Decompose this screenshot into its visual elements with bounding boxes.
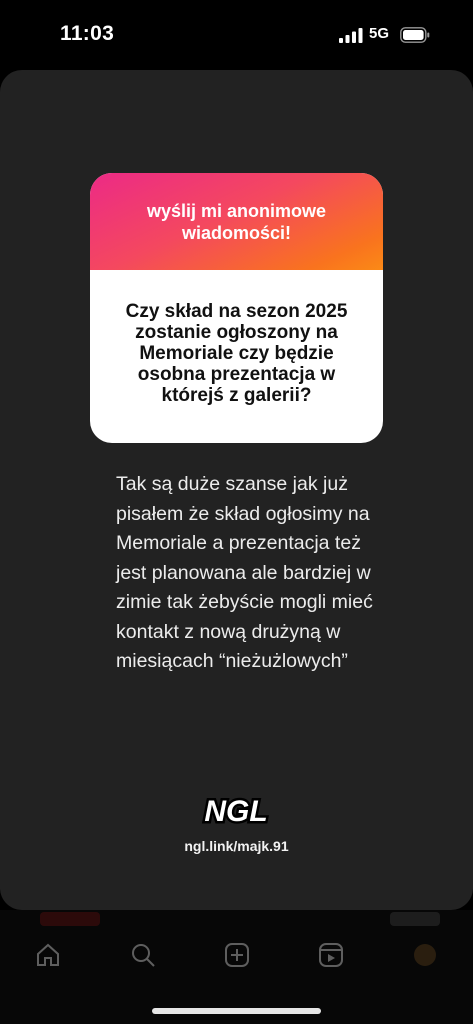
story-sheet[interactable]	[0, 70, 473, 910]
card-header-text: wyślij mi anonimowe wiadomości!	[146, 200, 327, 243]
background-peek	[390, 912, 440, 926]
ngl-link[interactable]: ngl.link/majk.91	[184, 838, 289, 854]
question-text: Czy skład na sezon 2025 zostanie ogłoszony na Memoriale czy będzie osobna prezentacja w którejś z galerii?	[125, 301, 348, 406]
signal-icon	[339, 28, 363, 43]
create-icon	[224, 942, 250, 968]
home-icon	[35, 942, 61, 968]
battery-icon	[400, 27, 430, 43]
home-indicator[interactable]	[152, 1008, 321, 1014]
ngl-question-card	[90, 173, 383, 443]
svg-text:NGL: NGL	[204, 795, 268, 828]
reply-text: Tak są duże szanse jak już pisałem że skład ogłosimy na Memoriale a prezentacja też jest planowana ale bardziej w zimie tak żebyście mogli mieć kontakt z nową drużyną w miesiącach “nieżużlowych”	[116, 473, 373, 672]
status-time: 11:03	[60, 22, 115, 45]
card-body	[90, 270, 383, 443]
network-type: 5G	[369, 25, 390, 42]
background-peek	[40, 912, 100, 926]
profile-icon	[412, 942, 438, 968]
card-header	[90, 173, 383, 270]
status-bar	[0, 0, 473, 70]
search-icon	[130, 942, 156, 968]
ngl-logo	[200, 792, 272, 830]
reels-icon	[318, 942, 344, 968]
